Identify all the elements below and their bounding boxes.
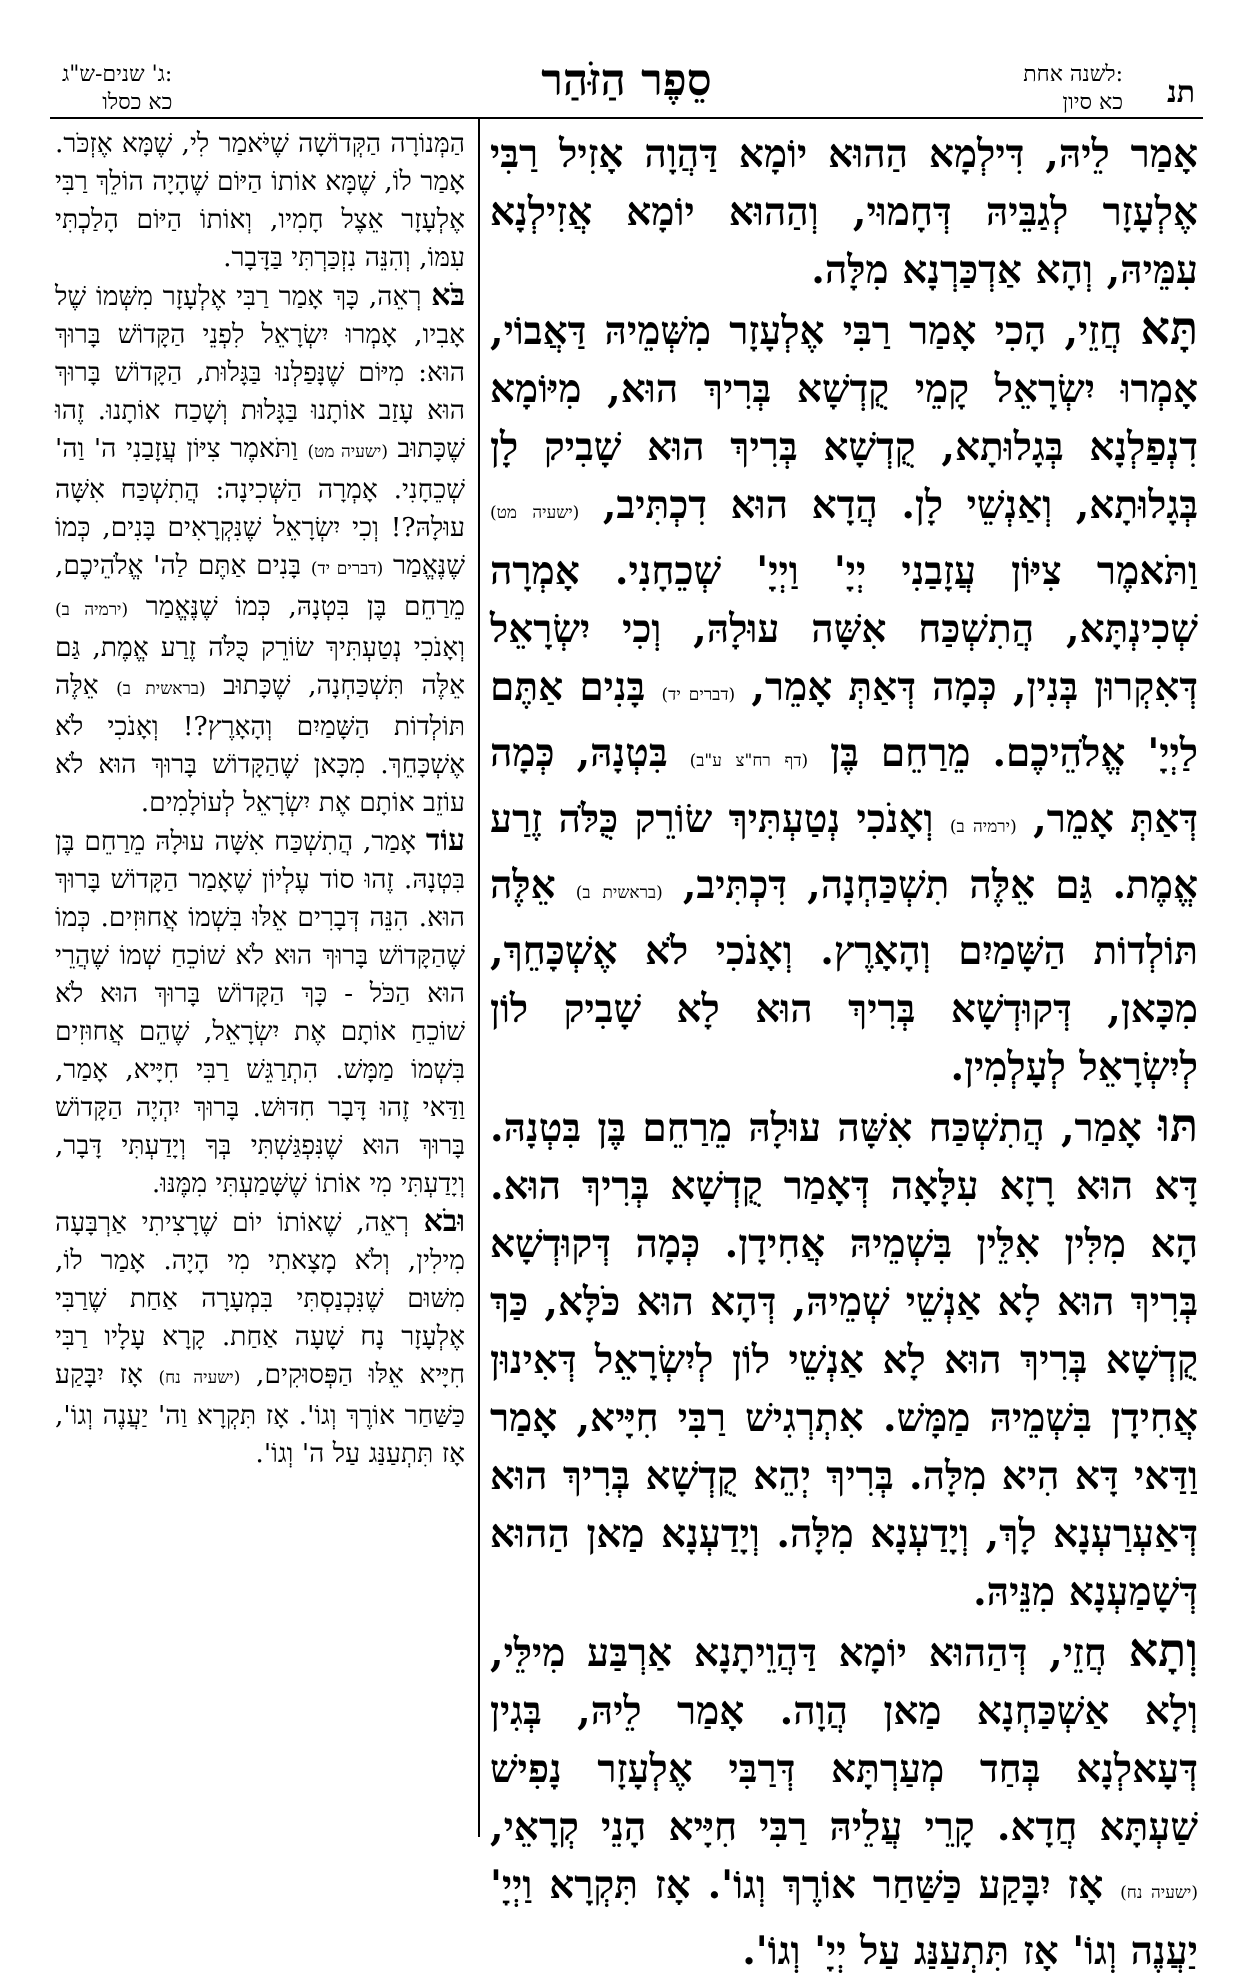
main-text: בָּנִים אַתֶּם לַיְיָ' אֱלֹהֵיכֶם. מֵרַחֵם בֶּן	[490, 664, 1198, 776]
main-paragraph-2-dropcap: תָּא	[1140, 301, 1198, 355]
main-text: וַתֹּאמֶר צִיּוֹן עֲזָבַנִי יְיָ' וַיְיָ' שְׁכֵחָנִי. אָמְרָה שְׁכִינְתָּא, הֲתִשְׁכַּח אִשָּׁה עוּלָהּ, וְכִי יִשְׂרָאֵל דְּאִקְרוּן בְּנִין, כְּמָה דְּאַתְּ אָמֵר,	[490, 548, 1199, 710]
side-text: רְאֵה, שֶׁאוֹתוֹ יוֹם שֶׁרָצִיתִי אַרְבָּעָה מִילִין, וְלֹא מָצָאתִי מִי הָיָה. אָמַר לוֹ, מִשּׁוּם שֶׁנִּכְנַסְתִּי בִּמְעָרָה אַחַת שֶׁרַבִּי אֶלְעָזָר נָח שָׁעָה אַחַת. קָרָא עָלָיו רַבִּי חִיָּיא אֵלּוּ הַפְּסוּקִים,	[55, 1207, 465, 1390]
main-text: אָמַר, הֲתִשְׁכַּח אִשָּׁה עוּלָהּ מֵרַחֵם בֶּן בִּטְנָהּ. דָּא הוּא רָזָא עִלָּאָה דְּאָמַר קֻדְשָׁא בְּרִיךְ הוּא. הָא מִלִּין אִלֵּין בִּשְׁמֵיהּ אֲחִידָן. כְּמָה דְּקוּדְשָׁא בְּרִיךְ הוּא לָא אַנְשֵׁי שְׁמֵיהּ, דְּהָא הוּא כֹּלָּא, כַּךְ קֻדְשָׁא בְּרִיךְ הוּא לָא אַנְשֵׁי לוֹן לְיִשְׂרָאֵל דְּאִינוּן אֲחִידָן בִּשְׁמֵיהּ מַמָּשׁ. אִתְרְגִישׁ רַבִּי חִיָּיא, אָמַר וַדַּאי דָּא הִיא מִלָּה. בְּרִיךְ יְהֵא קֻדְשָׁא בְּרִיךְ הוּא דְּאַעְרַעְנָא לָךְ, וְיָדַעְנָא מִלָּה. וְיָדַעְנָא מַאן הַהוּא דְּשָׁמַעְנָא מִנֵּיהּ.	[490, 1105, 1198, 1615]
source-reference: (בראשית ב)	[116, 679, 206, 699]
main-text: אֵלֶּה תּוֹלְדוֹת הַשָּׁמַיִם וְהָאָרֶץ. וְאָנֹכִי לֹא אֶשְׁכָּחֵךְ, מִכָּאן, דְּקוּדְשָׁא בְּרִיךְ הוּא לָא שָׁבִיק לוֹן לְיִשְׂרָאֵל לְעָלְמִין.	[490, 862, 1198, 1090]
main-text: חֲזֵי, הָכִי אָמַר רַבִּי אֶלְעָזָר מִשְּׁמֵיהּ דַּאֲבוֹי, אָמְרוּ יִשְׂרָאֵל קָמֵי קֻדְשָׁא בְּרִיךְ הוּא, מִיּוֹמָא דִנְפַלְנָא בְּגָלוּתָא, קֻדְשָׁא בְּרִיךְ הוּא שָׁבִיק לָן בְּגָלוּתָא, וְאַנְשֵׁי לָן. הֲדָא הוּא דִכְתִּיב,	[490, 308, 1198, 528]
side-text: וַתֹּאמֶר צִיּוֹן עֲזָבַנִי ה' וַה' שְׁכֵחָנִי. אָמְרָה הַשְּׁכִינָה: הֲתִשְׁכַּח אִשָּׁה עוּלָהּ?! וְכִי יִשְׂרָאֵל שֶׁנִּקְרָאִים בָּנִים, כְּמוֹ שֶׁנֶּאֱמַר	[55, 433, 465, 581]
source-reference: (דברים יד)	[310, 559, 384, 579]
book-title: סֵפֶר הַזֹּהַר	[541, 55, 712, 106]
main-text: חֲזֵי, דְּהַהוּא יוֹמָא דַּהֲוֵיתָנָא אַרְבַּע מִילֵּי, וְלָא אַשְׁכַּחְנָא מַאן הֲוָה. אָמַר לֵיהּ, בְּגִין דְּעָאלְנָא בְּחַד מְעַרְתָּא דְּרַבִּי אֶלְעָזָר נָפִישׁ שַׁעְתָּא חֲדָא. קָרֵי עֲלֵיהּ רַבִּי חִיָּיא הָנֵי קְרָאֵי,	[490, 1630, 1198, 1850]
main-text: אָז יִבָּקַע כַּשַּׁחַר אוֹרֶךְ וְגוֹ'. אָז תִּקְרָא וַיְיָ' יַעֲנֶה וְגוֹ' אָז תִּתְעַנַּג עַל יְיָ' וְגוֹ'.	[490, 1862, 1198, 1974]
side-text: רְאֵה, כָּךְ אָמַר רַבִּי אֶלְעָזָר מִשְּׁמוֹ שֶׁל אָבִיו, אָמְרוּ יִשְׂרָאֵל לִפְנֵי הַקָּדוֹשׁ בָּרוּךְ הוּא: מִיּוֹם שֶׁנָּפַלְנוּ בַּגָּלוּת, הַקָּדוֹשׁ בָּרוּךְ הוּא עָזַב אוֹתָנוּ בַּגָּלוּת וְשָׁכַח אוֹתָנוּ. זֶהוּ שֶׁכָּתוּב	[55, 281, 465, 464]
side-text: בָּנִים אַתֶּם לַה' אֱלֹהֵיכֶם, מֵרַחֵם בֶּן בִּטְנָהּ, כְּמוֹ שֶׁנֶּאֱמַר	[55, 550, 465, 622]
main-paragraph-3-dropcap: תּוּ	[1158, 1098, 1198, 1152]
page-number: תנ	[1166, 75, 1195, 110]
side-paragraph-2	[55, 277, 465, 822]
side-paragraph-3	[55, 822, 465, 1203]
main-text: בִּטְנָהּ, כְּמָה דְּאַתְּ אָמֵר,	[490, 730, 1199, 842]
source-reference: (ישעיה מט)	[307, 442, 388, 462]
side-paragraph-4	[55, 1203, 465, 1473]
one-year-label: לשנה אחת:	[1023, 62, 1123, 87]
source-reference: (דברים יד)	[661, 685, 736, 705]
side-text: אָמַר, הֲתִשְׁכַּח אִשָּׁה עוּלָהּ מֵרַחֵם בֶּן בִּטְנָהּ. זֶהוּ סוֹד עֶלְיוֹן שֶׁאָמַר הַקָּדוֹשׁ בָּרוּךְ הוּא. הִנֵּה דְּבָרִים אֵלּוּ בִּשְׁמוֹ אֲחוּזִים. כְּמוֹ שֶׁהַקָּדוֹשׁ בָּרוּךְ הוּא לֹא שׁוֹכֵחַ שְׁמוֹ שֶׁהֲרֵי הוּא הַכֹּל - כָּךְ הַקָּדוֹשׁ בָּרוּךְ הוּא לֹא שׁוֹכֵחַ אוֹתָם אֶת יִשְׂרָאֵל, שֶׁהֵם אֲחוּזִים בִּשְׁמוֹ מַמָּשׁ. הִתְרַגֵּשׁ רַבִּי חִיָּיא, אָמַר, וַדַּאי זֶהוּ דָּבָר חִדּוּשׁ. בָּרוּךְ יִהְיֶה הַקָּדוֹשׁ בָּרוּךְ הוּא שֶׁנִּפְגַּשְׁתִּי בְּךָ וְיָדַעְתִּי דָּבָר, וְיָדַעְתִּי מִי אוֹתוֹ שֶׁשָּׁמַעְתִּי מִמֶּנּוּ.	[55, 826, 465, 1199]
main-paragraph-2	[490, 299, 1198, 1096]
three-year-date: כא כסלו	[102, 90, 173, 115]
main-paragraph-1: אָמַר לֵיהּ, דִּילְמָא הַהוּא יוֹמָא דַּהֲוָה אָזִיל רַבִּי אֶלְעָזָר לְגַבֵּיהּ דְּחָמוּי, וְהַהוּא יוֹמָא אֲזִילְנָא עִמֵּיהּ, וְהָא אַדְכַּרְנָא מִלָּה.	[490, 131, 1198, 293]
source-reference: (ישעיה נח)	[158, 1368, 241, 1388]
page-header	[50, 55, 1203, 115]
side-paragraph-4-dropcap: וּבֹא	[423, 1204, 465, 1239]
source-reference: (דף רח"צ ע"ב)	[689, 751, 809, 771]
source-reference: (בראשית ב)	[575, 883, 663, 903]
side-text: אֵלֶּה תּוֹלְדוֹת הַשָּׁמַיִם וְהָאָרֶץ?! וְאָנֹכִי לֹא אֶשְׁכָּחֵךְ. מִכָּאן שֶׁהַקָּדוֹשׁ בָּרוּךְ הוּא לֹא עוֹזֵב אוֹתָם אֶת יִשְׂרָאֵל לְעוֹלָמִים.	[55, 670, 465, 818]
source-reference: (ירמיה ב)	[949, 817, 1017, 837]
aramaic-main-column	[490, 125, 1198, 1980]
side-text: אָז יִבָּקַע כַּשַּׁחַר אוֹרֶךְ וְגוֹ'. אָז תִּקְרָא וַה' יַעֲנֶה וְגוֹ', אָז תִּתְעַנַּג עַל ה' וְגוֹ'.	[55, 1359, 465, 1469]
three-year-label: ג' שנים-ש"ג:	[62, 62, 173, 87]
three-year-schedule	[62, 61, 172, 117]
side-paragraph-2-dropcap: בֹּא	[431, 278, 465, 313]
header-divider	[50, 117, 1203, 119]
main-paragraph-4	[490, 1621, 1198, 1980]
source-reference: (ישעיה מט)	[490, 503, 580, 523]
main-paragraph-3	[490, 1096, 1198, 1621]
side-text: וְאָנֹכִי נְטַעְתִּיךְ שׂוֹרֵק כֻּלֹּה זֶרַע אֱמֶת, גַּם אֵלֶּה תִּשְׁכַּחְנָה, שֶׁכָּתוּב	[55, 632, 465, 701]
main-paragraph-4-dropcap: וְתָא	[1128, 1623, 1198, 1677]
side-paragraph-1: הַמְּנוֹרָה הַקְּדוֹשָׁה שֶׁיֹּאמַר לִי, שֶׁמָּא אֶזְכֹּר. אָמַר לוֹ, שֶׁמָּא אוֹתוֹ הַיּוֹם שֶׁהָיָה הוֹלֵךְ רַבִּי אֶלְעָזָר אֵצֶל חָמִיו, וְאוֹתוֹ הַיּוֹם הָלַכְתִּי עִמּוֹ, וְהִנֵּה נִזְכַּרְתִּי בַּדָּבָר.	[55, 128, 465, 273]
side-paragraph-3-dropcap: עוֹד	[425, 823, 465, 858]
hebrew-translation-column	[55, 125, 465, 1473]
source-reference: (ישעיה נח)	[1120, 1883, 1199, 1903]
column-divider	[478, 117, 480, 1837]
source-reference: (ירמיה ב)	[55, 600, 129, 620]
main-text: וְאָנֹכִי נְטַעְתִּיךְ שׂוֹרֵק כֻּלֹּה זֶרַע אֱמֶת. גַּם אֵלֶּה תִשְׁכַּחְנָה, דִּכְתִּיב,	[490, 796, 1199, 908]
one-year-date: כא סיון	[1062, 90, 1123, 115]
